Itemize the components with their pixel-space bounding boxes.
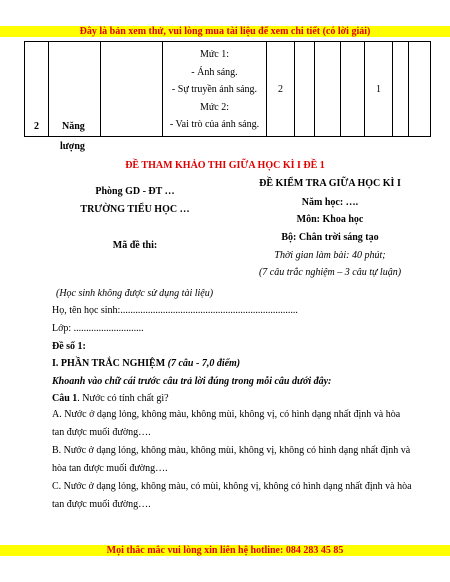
level-line: Mức 2: xyxy=(199,101,230,113)
level-cell xyxy=(163,42,267,137)
dept-name: Phòng GD - ĐT … xyxy=(95,186,175,197)
instruction: Khoanh vào chữ cái trước câu trả lời đúng trong mỗi câu dưới đây: xyxy=(52,376,332,387)
section-points: (7 câu - 7,0 điểm) xyxy=(167,358,241,369)
value-cell-b: 1 xyxy=(365,42,393,137)
empty-cell xyxy=(409,42,431,137)
student-name-field: Họ, tên học sinh:....................................................................... xyxy=(52,305,298,316)
row-number: 2 xyxy=(25,42,49,137)
school-year: Năm học: …. xyxy=(301,197,359,208)
book-series: Bộ: Chân trời sáng tạo xyxy=(281,232,379,243)
question-1 xyxy=(52,393,169,404)
preview-banner-text: Đây là bản xem thử, vui lòng mua tài liệu để xem chi tiết (có lời giải) xyxy=(79,26,371,37)
level-line: Mức 1: xyxy=(199,49,230,61)
no-materials-note: (Học sinh không được sử dụng tài liệu) xyxy=(56,288,214,299)
question-label: Câu 1 xyxy=(52,393,78,404)
table-row xyxy=(25,42,431,137)
empty-cell xyxy=(393,42,409,137)
level-line: - Vai trò của ánh sáng. xyxy=(169,119,260,131)
option-a: A. Nước ở dạng lỏng, không màu, không mùi, không vị, có hình dạng nhất định và hòa tan được muối đường…. xyxy=(52,409,401,438)
row-topic: Năng xyxy=(49,42,101,137)
level-line: - Ánh sáng. xyxy=(191,66,238,78)
exam-structure: (7 câu trắc nghiệm – 3 câu tự luận) xyxy=(258,267,402,278)
hotline-banner-text: Mọi thắc mắc vui lòng xin liên hệ hotline: 084 283 45 85 xyxy=(106,545,344,556)
time-limit: Thời gian làm bài: 40 phút; xyxy=(274,250,386,261)
section-heading xyxy=(52,358,240,369)
exam-code-label: Mã đề thi: xyxy=(112,240,158,251)
hotline-banner xyxy=(0,545,450,556)
empty-cell xyxy=(295,42,315,137)
option-b: B. Nước ở dạng lỏng, không màu, không mùi, không vị, không có hình dạng nhất định và hòa tan được muối đường…. xyxy=(52,445,411,474)
option-c: C. Nước ở dạng lỏng, không màu, có mùi, không vị, không có hình dạng nhất định và hòa tan được muối đường…. xyxy=(52,481,412,510)
exam-number: Đề số 1: xyxy=(52,341,86,352)
page-title: ĐỀ THAM KHẢO THI GIỮA HỌC KÌ I ĐỀ 1 xyxy=(125,160,325,171)
empty-cell xyxy=(341,42,365,137)
class-field: Lớp: ............................ xyxy=(52,323,144,334)
section-title: I. PHẦN TRẮC NGHIỆM xyxy=(52,358,166,369)
value-cell-a: 2 xyxy=(267,42,295,137)
question-text: . Nước có tính chất gì? xyxy=(77,393,169,404)
exam-heading: ĐỀ KIỂM TRA GIỮA HỌC KÌ I xyxy=(259,178,401,189)
empty-cell xyxy=(101,42,163,137)
subject: Môn: Khoa học xyxy=(296,214,364,225)
row-topic-overflow: lượng xyxy=(60,141,85,152)
school-name: TRƯỜNG TIỂU HỌC … xyxy=(80,204,190,215)
matrix-table xyxy=(24,41,431,137)
preview-banner xyxy=(0,26,450,37)
level-line: - Sự truyền ánh sáng. xyxy=(171,84,258,96)
empty-cell xyxy=(315,42,341,137)
